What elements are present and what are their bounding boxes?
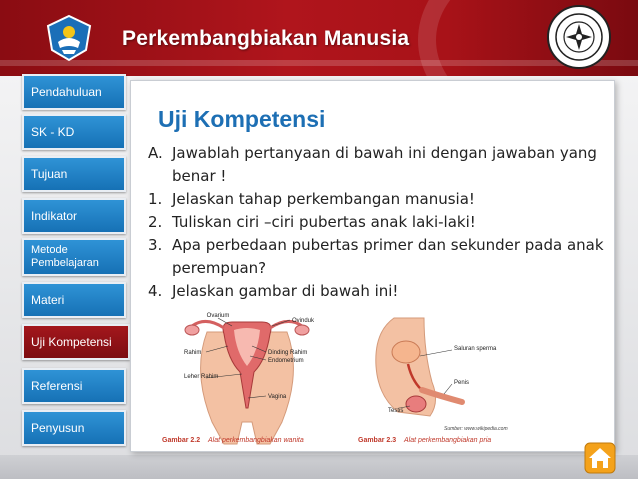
bottom-bar bbox=[0, 455, 638, 479]
figure-label: Penis bbox=[454, 380, 470, 386]
question-number: 3. bbox=[148, 236, 163, 254]
instruction-text: Jawablah pertanyaan di bawah ini dengan jawaban yang benar ! bbox=[172, 144, 597, 185]
sidebar-item-label: Materi bbox=[31, 293, 65, 307]
sidebar-item-materi[interactable] bbox=[22, 282, 126, 318]
sidebar-item-label: Pendahuluan bbox=[31, 85, 102, 99]
sidebar-item-label: Penyusun bbox=[31, 421, 85, 435]
figure-label: Testis bbox=[388, 408, 404, 414]
list-item bbox=[148, 188, 608, 211]
sidebar-item-tujuan[interactable] bbox=[22, 156, 126, 192]
sidebar-item-uji-kompetensi[interactable] bbox=[22, 324, 130, 360]
sidebar-item-label: Tujuan bbox=[31, 167, 68, 181]
female-reproductive-figure bbox=[162, 313, 315, 444]
question-number: 4. bbox=[148, 282, 163, 300]
sidebar-item-label: SK - KD bbox=[31, 125, 75, 139]
sidebar-item-label: Referensi bbox=[31, 379, 83, 393]
question-list bbox=[148, 142, 608, 303]
figure-caption-text: Alat perkembangbiakan wanita bbox=[208, 437, 304, 444]
question-number: 1. bbox=[148, 190, 163, 208]
figure-label: Vagina bbox=[268, 394, 287, 400]
list-item bbox=[148, 280, 608, 303]
male-reproductive-figure bbox=[358, 318, 508, 444]
sidebar-item-metode-pembelajaran[interactable] bbox=[22, 238, 126, 276]
question-text: Apa perbedaan pubertas primer dan sekunder pada anak perempuan? bbox=[172, 236, 604, 277]
sidebar-item-pendahuluan[interactable] bbox=[22, 74, 126, 110]
page-title: Perkembangbiakan Manusia bbox=[122, 27, 410, 50]
instruction-marker: A. bbox=[148, 144, 163, 162]
figure-label: Endometrium bbox=[268, 358, 304, 364]
question-text: Jelaskan gambar di bawah ini! bbox=[172, 282, 399, 300]
sidebar-item-label: Metode Pembelajaran bbox=[31, 244, 99, 269]
figure-caption-number: Gambar 2.2 bbox=[162, 437, 201, 444]
figure-label: Dinding Rahim bbox=[268, 350, 308, 356]
home-icon[interactable] bbox=[584, 442, 616, 474]
tut-wuri-handayani-logo bbox=[44, 14, 94, 62]
figure-label: Ovarium bbox=[206, 313, 230, 319]
figure-caption-text: Alat perkembangbiakan pria bbox=[404, 437, 492, 444]
sidebar-item-label: Uji Kompetensi bbox=[31, 335, 112, 349]
university-seal-logo bbox=[546, 4, 612, 70]
question-text: Tuliskan ciri –ciri pubertas anak laki-laki! bbox=[172, 213, 476, 231]
sidebar-item-indikator[interactable] bbox=[22, 198, 126, 234]
figure-label: Saluran sperma bbox=[454, 346, 497, 352]
question-text: Jelaskan tahap perkembangan manusia! bbox=[172, 190, 475, 208]
list-item bbox=[148, 234, 608, 280]
sidebar-item-sk-kd[interactable] bbox=[22, 114, 126, 150]
reproductive-organs-figure bbox=[162, 312, 567, 448]
figure-label: Rahim bbox=[184, 350, 202, 356]
instruction bbox=[148, 142, 608, 188]
list-item bbox=[148, 211, 608, 234]
figure-source: Sumber: www.wikipedia.com bbox=[444, 426, 508, 432]
figure-caption-number: Gambar 2.3 bbox=[358, 437, 397, 444]
figure-label: Leher Rahim bbox=[184, 374, 219, 380]
figure-label: Ovinduk bbox=[292, 318, 315, 324]
sidebar-item-penyusun[interactable] bbox=[22, 410, 126, 446]
section-heading: Uji Kompetensi bbox=[158, 106, 326, 132]
sidebar-item-label: Indikator bbox=[31, 209, 78, 223]
sidebar-item-referensi[interactable] bbox=[22, 368, 126, 404]
question-number: 2. bbox=[148, 213, 163, 231]
